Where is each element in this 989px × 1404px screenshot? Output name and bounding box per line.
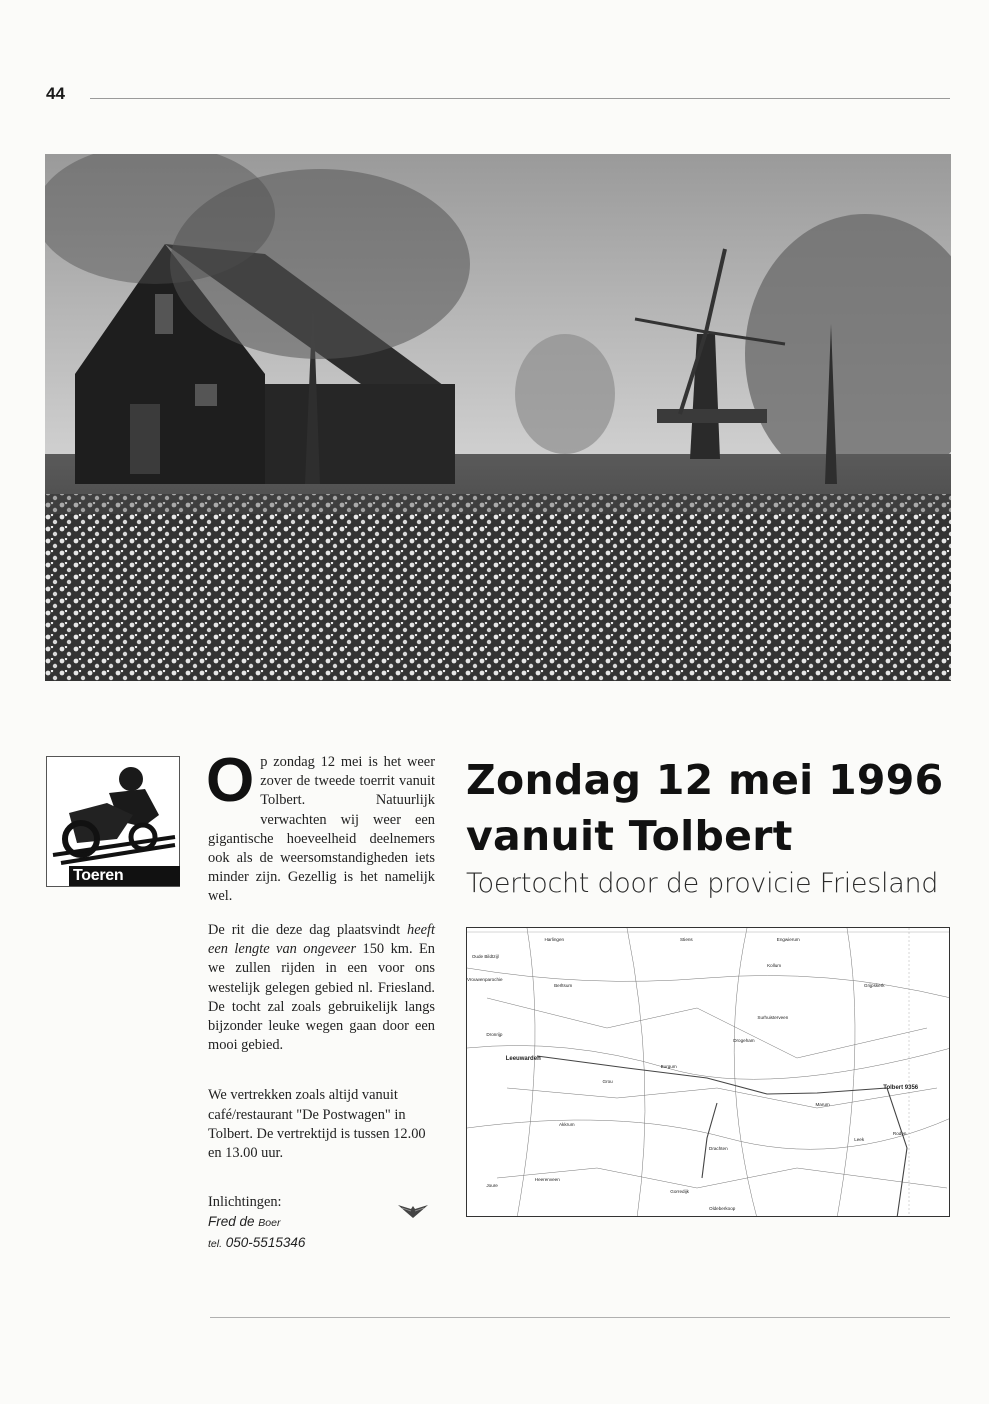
info-name-first: Fred de (208, 1214, 259, 1230)
map-label: Tolbert 9356 (883, 1084, 919, 1091)
map-label: Drogeham (733, 1038, 755, 1044)
route-text-italic: heeft een lengte van ongeveer (208, 922, 435, 958)
route-text-rest: 150 km. En we zullen rijden in een voor ons westelijk gelegen gebied nl. Friesland. De tocht zal zoals gebruikelijk langs bijzonder leuke wegen gaan door een mooi gebied. (208, 941, 435, 1054)
logo-label: Toeren (69, 866, 180, 886)
subheadline: Toertocht door de provicie Friesland (466, 868, 939, 899)
header-rule (90, 98, 950, 99)
map-label: Grijpskerk (863, 983, 885, 989)
departure-paragraph: We vertrekken zoals altijd vanuit café/restaurant "De Postwagen" in Tolbert. De vertrektijd is tussen 12.00 en 13.00 uur. (208, 1087, 426, 1162)
intro-paragraph (206, 746, 435, 905)
page-number: 44 (46, 84, 65, 103)
article-body (206, 746, 435, 1254)
map-label: Heerenveen (534, 1177, 560, 1183)
map-label: Gorredijk (670, 1189, 689, 1194)
map-label: Marum (815, 1102, 830, 1107)
map-label: Akkrum (558, 1122, 575, 1128)
map-label: Stiens (679, 936, 693, 942)
info-tel (208, 1233, 435, 1254)
intro-text: p zondag 12 mei is het weer zover de tweede toerrit vanuit Tolbert. Natuurlijk verwachten wij weer een gigantische hoeveelheid deelnemers ook als de weersomstandigheden iets minder zijn. Gezellig is het namelijk wel. (208, 754, 435, 905)
map-label: Oldeberkoop (709, 1206, 736, 1212)
info-tel-prefix: tel. (208, 1238, 223, 1251)
footer-rule (210, 1317, 950, 1318)
map-label: Harlingen (544, 936, 565, 942)
winged-emblem-icon (396, 1202, 430, 1220)
map-label: Joure (486, 1183, 498, 1189)
route-text-start: De rit die deze dag plaatsvindt (208, 922, 408, 938)
headline-line-1: Zondag 12 mei 1996 (466, 756, 944, 804)
map-label: Vrouwenparochie (467, 977, 503, 983)
map-label: Leeuwarden (505, 1055, 541, 1062)
motorcycle-icon (47, 757, 179, 865)
map-label: Leek (854, 1136, 865, 1142)
map-label: Engwierum (776, 936, 800, 942)
map-label: Grou (602, 1078, 613, 1084)
toeren-logo (46, 756, 180, 887)
route-map (466, 927, 950, 1217)
info-name-last: Boer (258, 1217, 281, 1230)
map-label: Berltsum (554, 983, 573, 989)
landscape-photo (45, 154, 951, 681)
headline-line-2: vanuit Tolbert (466, 812, 793, 860)
map-label: Surhuisterveen (757, 1015, 789, 1020)
drop-cap: O (206, 746, 255, 815)
map-label: Burgum (660, 1064, 677, 1070)
map-label: Drachten (709, 1145, 728, 1151)
map-label: Dronrijp (486, 1032, 503, 1038)
route-paragraph (208, 921, 435, 1055)
map-label: Kollum (767, 962, 782, 968)
info-tel-number: 050-5515346 (225, 1235, 306, 1251)
map-label: Roden (892, 1131, 907, 1136)
headline (466, 752, 956, 864)
map-label: Oude Bildtzijl (471, 954, 499, 960)
info-label: Inlichtingen: (208, 1194, 282, 1211)
